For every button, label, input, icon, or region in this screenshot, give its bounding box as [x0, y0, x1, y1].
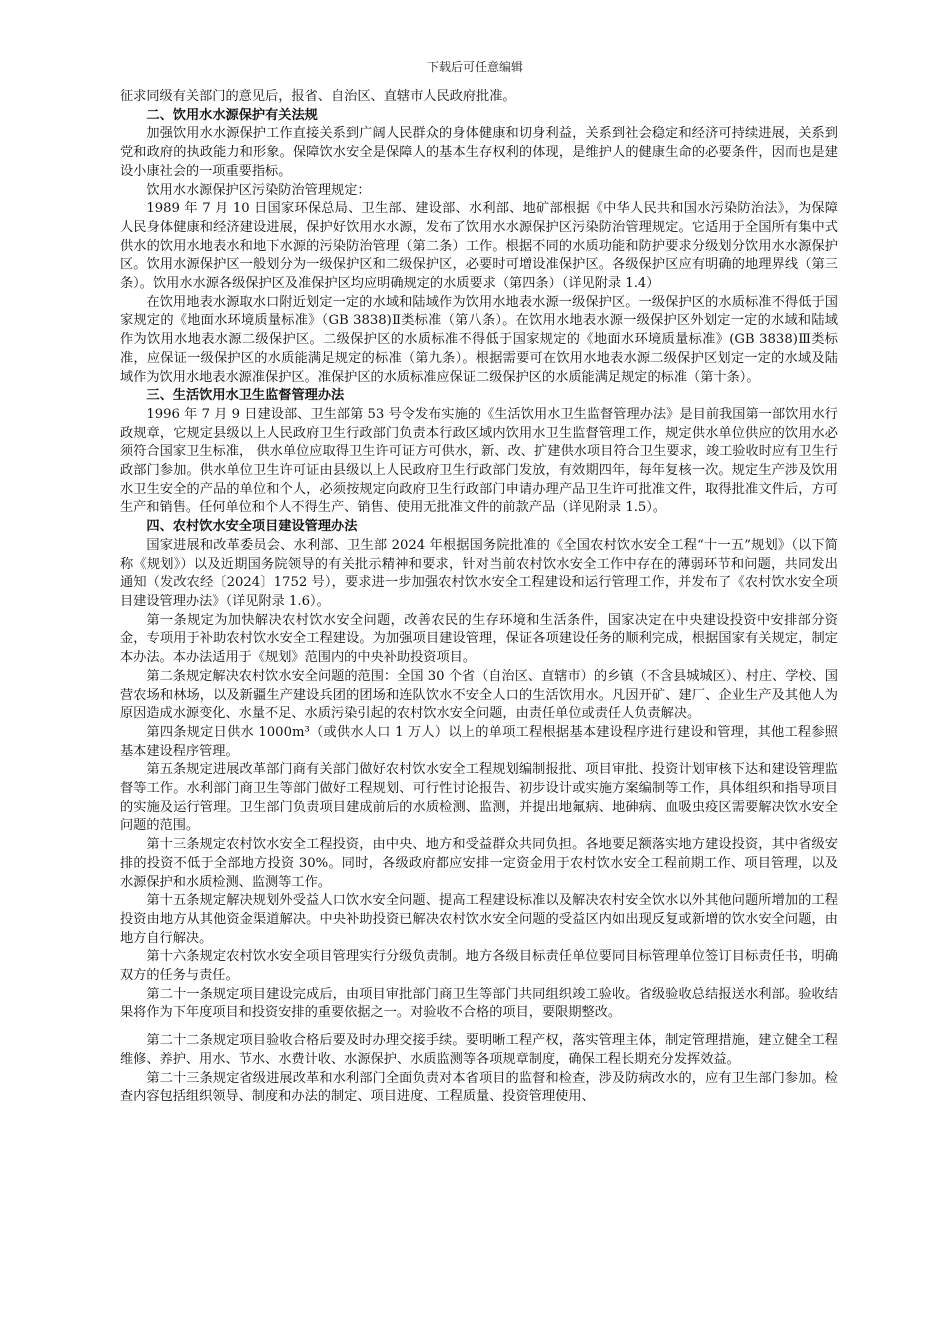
section-heading: 三、生活饮用水卫生监督管理办法 [146, 388, 345, 404]
paragraph: 第二十三条规定省级进展改革和水利部门全面负责对本省项目的监督和检查，涉及防病改水的，应有卫生部门参加。检查内容包括组织领导、制度和办法的制定、项目进度、工程质量、投资管理使用、 [120, 1070, 838, 1105]
paragraph: 1989 年 7 月 10 日国家环保总局、卫生部、建设部、水利部、地矿部根据《中华人民共和国水污染防治法》，为保障人民身体健康和经济建设进展，保护好饮用水水源，发布了饮用水水源保护区污染防治管理规定。它适用于全国所有集中式供水的饮用水地表水和地下水源的污染防治管理（第二条）工作。根据不同的水质功能和防护要求分级划分饮用水水源保护区。饮用水源保护区一般划分为一级保护区和二级保护区，必要时可增设准保护区。各级保护区应有明确的地理界线（第三条）。饮用水水源各级保护区及准保护区均应明确规定的水质要求（第四条）（详见附录 1.4） [120, 201, 838, 292]
paragraph: 1996 年 7 月 9 日建设部、卫生部第 53 号令发布实施的《生活饮用水卫生监督管理办法》是目前我国第一部饮用水行政规章，它规定县级以上人民政府卫生行政部门负责本行政区域内饮用水卫生监督管理工作，规定供水单位供应的饮用水必须符合国家卫生标准， 供水单位应取得卫生许可证方可供水，新、改、扩建供水项目符合卫生要求，竣工验收时应有卫生行政部门参加。供水单位卫生许可证由县级以上人民政府卫生行政部门发放，有效期四年，每年复核一次。规定生产涉及饮用水卫生安全的产品的单位和个人，必须按规定向政府卫生行政部门申请办理产品卫生许可批准文件，取得批准文件后，方可生产和销售。任何单位和个人不得生产、销售、使用无批准文件的前款产品（详见附录 1.5）。 [120, 406, 838, 516]
paragraph: 第十六条规定农村饮水安全项目管理实行分级负责制。地方各级目标责任单位要同目标管理单位签订目标责任书，明确双方的任务与责任。 [120, 949, 838, 984]
paragraph: 加强饮用水水源保护工作直接关系到广阔人民群众的身体健康和切身利益，关系到社会稳定和经济可持续进展，关系到党和政府的执政能力和形象。保障饮水安全是保障人的基本生存权利的体现，是维护人的健康生命的必要条件，因而也是建设小康社会的一项重要指标。 [120, 126, 838, 179]
paragraph: 征求同级有关部门的意见后，报省、自治区、直辖市人民政府批准。 [120, 89, 516, 104]
paragraph: 在饮用地表水源取水口附近划定一定的水域和陆域作为饮用水地表水源一级保护区。一级保护区的水质标准不得低于国家规定的《地面水环境质量标准》（GB 3838)Ⅱ类标准（第八条）。在饮用水地表水源一级保护区外划定一定的水域和陆域作为饮用水地表水源二级保护区。二级保护区的水质标准不得低于国家规定的《地面水环境质量标准》(GB 3838)Ⅲ类标准，应保证一级保护区的水质能满足规定的标准（第九条）。根据需要可在饮用水地表水源二级保护区划定一定的水域及陆域作为饮用水地表水源准保护区。准保护区的水质标准应保证二级保护区的水质能满足规定的标准（第十条）。 [120, 294, 838, 385]
paragraph: 第四条规定日供水 1000m³（或供水人口 1 万人）以上的单项工程根据基本建设程序进行建设和管理，其他工程参照基本建设程序管理。 [120, 724, 838, 759]
paragraph: 第十五条规定解决规划外受益人口饮水安全问题、提高工程建设标准以及解决农村安全饮水以外其他问题所增加的工程投资由地方从其他资金渠道解决。中央补助投资已解决农村饮水安全问题的受益区内如出现反复或新增的饮水安全问题，由地方自行解决。 [120, 893, 838, 946]
page-header: 下载后可任意编辑 [426, 60, 523, 74]
section-heading: 二、饮用水水源保护有关法规 [146, 107, 318, 123]
paragraph: 第十三条规定农村饮水安全工程投资，由中央、地方和受益群众共同负担。各地要足额落实地方建设投资，其中省级安排的投资不低于全部地方投资 30%。同时，各级政府都应安排一定资金用于农村饮水安全工程前期工作、项目管理，以及水源保护和水质检测、监测等工作。 [120, 837, 838, 890]
paragraph: 第二十一条规定项目建设完成后，由项目审批部门商卫生等部门共同组织竣工验收。省级验收总结报送水利部。验收结果将作为下年度项目和投资安排的重要依据之一。对验收不合格的项目，要限期整改。 [120, 986, 838, 1021]
paragraph: 饮用水水源保护区污染防治管理规定： [146, 182, 371, 198]
paragraph: 第一条规定为加快解决农村饮水安全问题，改善农民的生存环境和生活条件，国家决定在中央建设投资中安排部分资金，专项用于补助农村饮水安全工程建设。为加强项目建设管理，保证各项建设任务的顺利完成，根据国家有关规定，制定本办法。本办法适用于《规划》范围内的中央补助投资项目。 [120, 612, 838, 666]
paragraph: 第二条规定解决农村饮水安全问题的范围：全国 30 个省（自治区、直辖市）的乡镇（不含县城城区）、村庄、学校、国营农场和林场，以及新疆生产建设兵团的团场和连队饮水不安全人口的生活饮用水。凡因开矿、建厂、企业生产及其他人为原因造成水源变化、水量不足、水质污染引起的农村饮水安全问题，由责任单位或责任人负责解决。 [120, 668, 838, 722]
paragraph: 第五条规定进展改革部门商有关部门做好农村饮水安全工程规划编制报批、项目审批、投资计划审核下达和建设管理监督等工作。水利部门商卫生等部门做好工程规划、可行性讨论报告、初步设计或实施方案编制等工作，具体组织和指导项目的实施及运行管理。卫生部门负责项目建成前后的水质检测、监测，并提出地氟病、地砷病、血吸虫疫区需要解决饮水安全问题的范围。 [120, 762, 838, 834]
document-body [120, 88, 838, 1107]
section-heading: 四、农村饮水安全项目建设管理办法 [146, 519, 358, 535]
paragraph: 国家进展和改革委员会、水利部、卫生部 2024 年根据国务院批准的《全国农村饮水安全工程“十一五”规划》（以下简称《规划》）以及近期国务院领导的有关批示精神和要求，针对当前农村饮水安全工作中存在的薄弱环节和问题，共同发出通知（发改农经〔2024〕1752 号），要求进一步加强农村饮水安全工程建设和运行管理工作，并发布了《农村饮水安全项目建设管理办法》（详见附录 1.6）。 [120, 537, 838, 609]
paragraph: 第二十二条规定项目验收合格后要及时办理交接手续。要明晰工程产权，落实管理主体，制定管理措施，建立健全工程维修、养护、用水、节水、水费计收、水源保护、水质监测等各项规章制度，确保工程长期充分发挥效益。 [120, 1033, 838, 1067]
